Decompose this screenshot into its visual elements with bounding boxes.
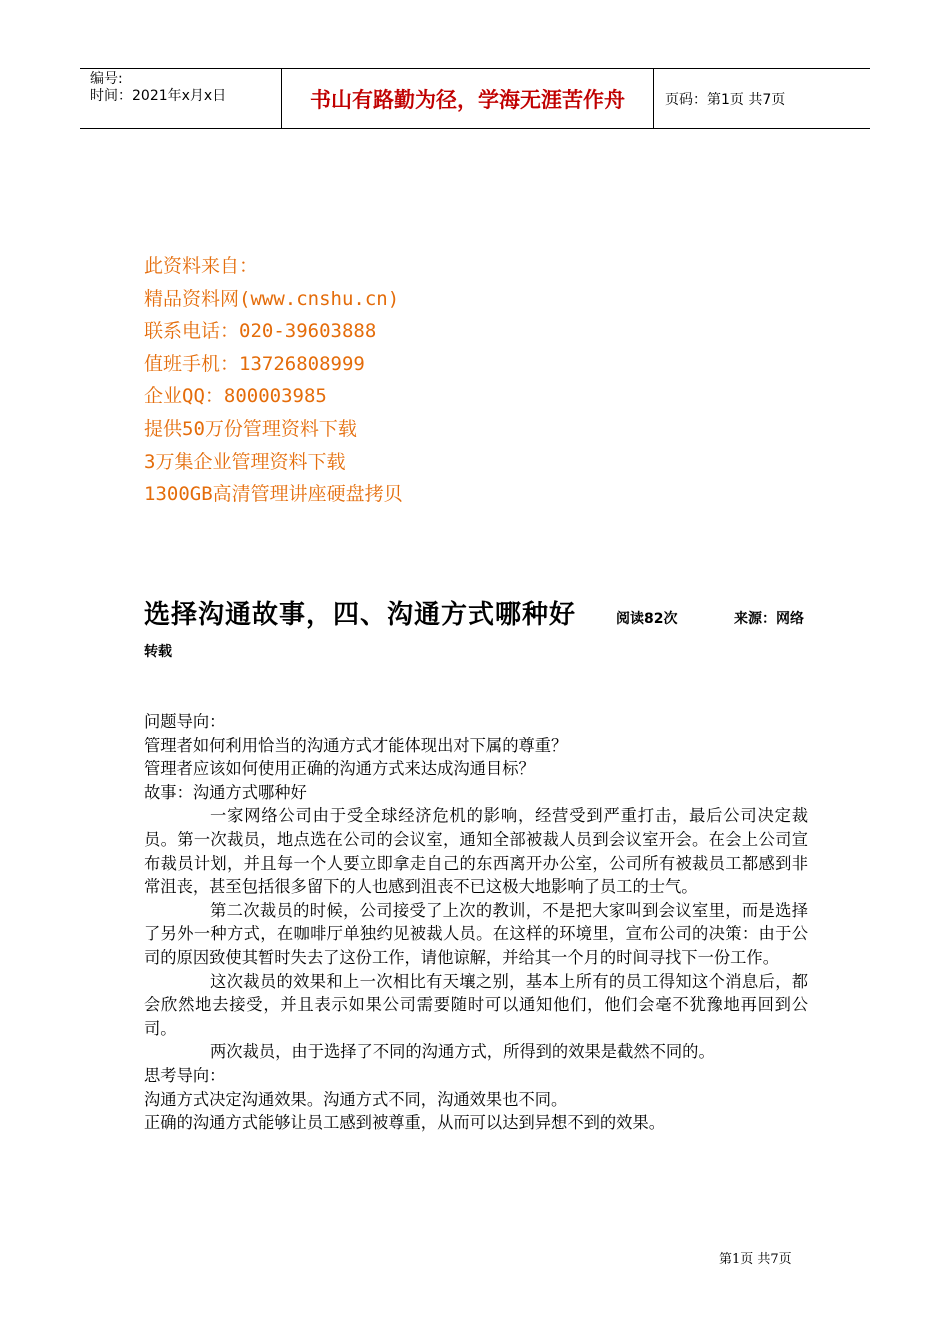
article-source: 来源：网络: [734, 611, 804, 627]
story-paragraph-3: 这次裁员的效果和上一次相比有天壤之别，基本上所有的员工得知这个消息后，都会欣然地去接受，并且表示如果公司需要随时可以通知他们，他们会毫不犹豫地再回到公司。: [144, 971, 808, 1038]
story-heading: 故事：沟通方式哪种好: [144, 782, 307, 802]
thinking-point-2: 正确的沟通方式能够让员工感到被尊重，从而可以达到异想不到的效果。: [144, 1113, 666, 1133]
story-paragraph-1: 一家网络公司由于受全球经济危机的影响，经营受到严重打击，最后公司决定裁员。第一次裁员，地点选在公司的会议室，通知全部被裁人员到会议室开会。在会上公司宣布裁员计划，并且每一个人要立即拿走自己的东西离开办公室，公司所有被裁员工都感到非常沮丧，甚至包括很多留下的人也感到沮丧不已这极大地影响了员工的士气。: [144, 806, 808, 897]
source-line: 值班手机：13726808999: [144, 352, 365, 375]
page-footer: 第1页 共7页: [719, 1252, 792, 1267]
thinking-heading: 思考导向：: [144, 1065, 226, 1085]
header-page-info: 页码：第1页 共7页: [665, 91, 786, 108]
story-paragraph-4: 两次裁员，由于选择了不同的沟通方式，所得到的效果是截然不同的。: [210, 1042, 715, 1062]
source-line: 精品资料网(www.cnshu.cn): [144, 287, 400, 310]
source-info-block: [144, 250, 403, 511]
question-1: 管理者如何利用恰当的沟通方式才能体现出对下属的尊重？: [144, 735, 568, 755]
source-line: 提供50万份管理资料下载: [144, 417, 357, 440]
doc-time-label: 时间：2021年x月x日: [90, 88, 227, 104]
article-body: [144, 710, 808, 1135]
source-line: 1300GB高清管理讲座硬盘拷贝: [144, 483, 403, 506]
header-divider: [653, 69, 654, 128]
source-line: 3万集企业管理资料下载: [144, 450, 346, 473]
thinking-point-1: 沟通方式决定沟通效果。沟通方式不同，沟通效果也不同。: [144, 1089, 568, 1109]
read-count: 阅读82次: [616, 611, 678, 627]
question-2: 管理者应该如何使用正确的沟通方式来达成沟通目标？: [144, 759, 535, 779]
article-source-cont: 转载: [144, 644, 172, 660]
doc-number-label: 编号:: [90, 71, 123, 87]
header-motto: 书山有路勤为径，学海无涯苦作舟: [310, 87, 625, 112]
source-line: 企业QQ：800003985: [144, 385, 327, 408]
article-title-row: [144, 594, 814, 631]
article-title: 选择沟通故事，四、沟通方式哪种好: [144, 600, 577, 630]
header-meta: [90, 71, 226, 105]
story-paragraph-2: 第二次裁员的时候，公司接受了上次的教训，不是把大家叫到会议室里，而是选择了另外一种方式，在咖啡厅单独约见被裁人员。在这样的环境里，宣布公司的决策：由于公司的原因致使其暂时失去了这份工作，请他谅解，并给其一个月的时间寻找下一份工作。: [144, 900, 808, 967]
question-heading: 问题导向：: [144, 712, 226, 731]
source-line: 联系电话：020-39603888: [144, 320, 377, 343]
page-header: [80, 68, 870, 129]
source-line: 此资料来自：: [144, 255, 259, 277]
